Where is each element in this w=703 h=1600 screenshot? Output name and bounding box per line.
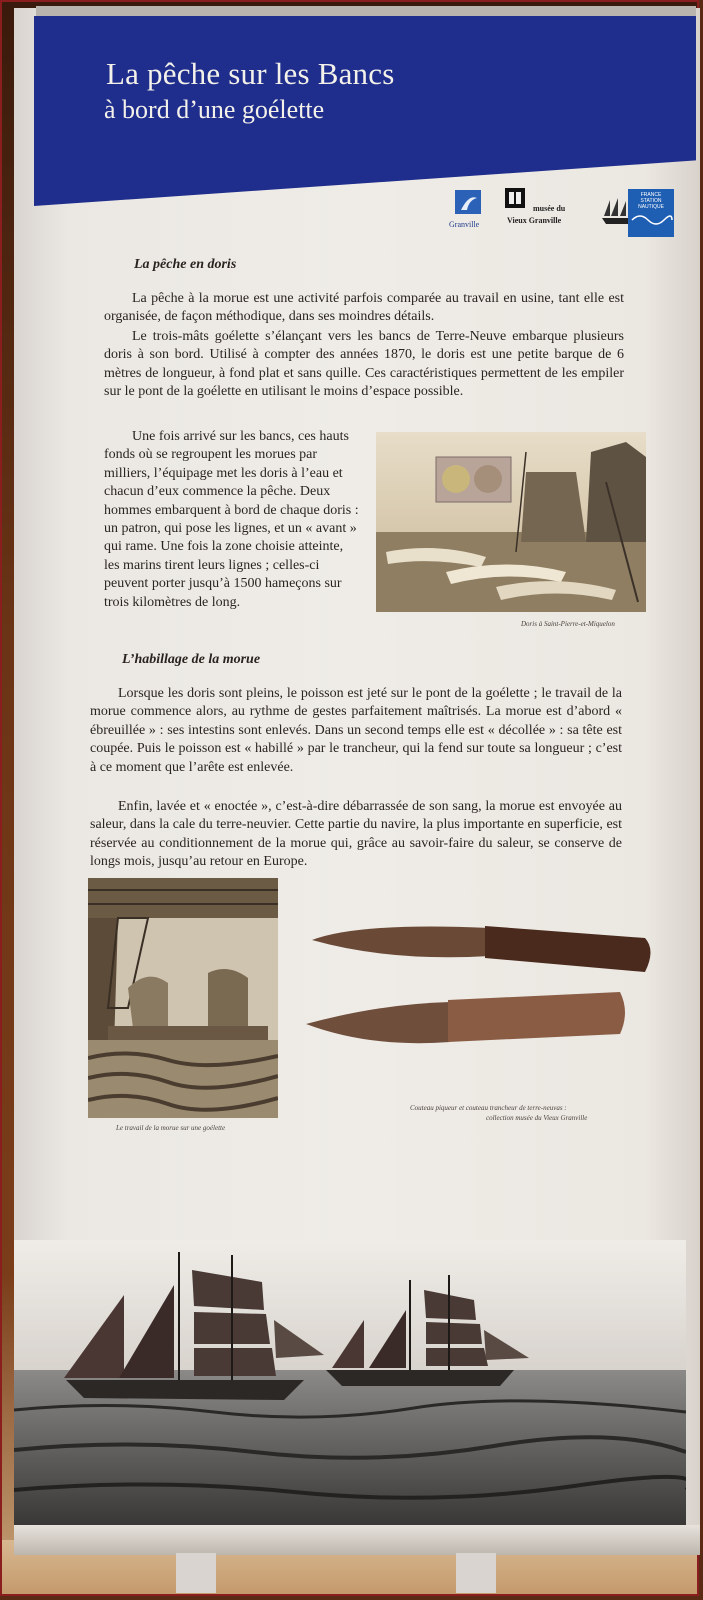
stand-foot-left	[176, 1553, 216, 1593]
banner-top-rail	[36, 6, 696, 16]
doris-photo	[376, 432, 646, 612]
partner-logos	[450, 190, 690, 250]
wave-icon	[628, 210, 674, 228]
paragraph-saleur: Enfin, lavée et « enoctée », c’est-à-dire débarrassée de son sang, la morue est envoyée au saleur, dans la cale du terre-neuvier. Cette partie du navire, la plus importante en superficie, est réservée au conditionnement de la morue qui, grâce au savoir-faire du saleur, se conserve de longs mois, jusqu’au retour en Europe.	[90, 799, 622, 870]
paragraph-intro: La pêche à la morue est une activité parfois comparée au travail en usine, tant elle est organisée, de façon méthodique, dans ses moindres détails.	[104, 291, 624, 325]
banner-title-line2: à bord d’une goélette	[104, 95, 325, 124]
paragraph-banks: Une fois arrivé sur les bancs, ces hauts fonds où se regroupent les morues par milliers, l’équipage met les doris à l’eau et chacun d’eux commence la pêche. Deux hommes embarquent à bord de chaque doris : un patron, qui pose les lignes, et un « avant » qui rame. Une fois la zone choisie atteinte, les marins tirent leurs lignes ; celles-ci peuvent porter jusqu’à 1500 hameçons sur trois kilomètres de long.	[104, 429, 359, 610]
knives-caption-line2: collection musée du Vieux Granville	[486, 1114, 588, 1122]
engraving-illustration	[88, 878, 278, 1118]
section-heading-habillage: L’habillage de la morue	[122, 652, 261, 667]
granville-label: Granville	[449, 220, 480, 229]
paragraph-habillage: Lorsque les doris sont pleins, le poisson est jeté sur le pont de la goélette ; le travail de la morue commence alors, au rythme de gestes parfaitement maîtrisés. La morue est d’abord « ébreuillée » : ses intestins sont enlevés. Dans un second temps elle est « décollée » : sa tête est coupée. Puis le poisson est « habillé » par le trancheur, qui la fend sur toute sa longueur ; c’est à ce moment que l’arête est enlevée.	[90, 686, 622, 775]
station-line1: FRANCE	[640, 192, 662, 198]
museum-label-line1: musée du	[533, 204, 566, 213]
stand-foot-right	[456, 1553, 496, 1593]
station-nautique-logo	[628, 189, 674, 237]
museum-label-line2: Vieux Granville	[507, 216, 562, 225]
schooners-photo	[14, 1240, 686, 1525]
banner-title-line1: La pêche sur les Bancs	[106, 56, 395, 91]
museum-emblem-icon	[505, 188, 527, 210]
station-line3: NAUTIQUE	[638, 204, 664, 210]
section-heading-doris: La pêche en doris	[134, 257, 237, 272]
paragraph-schooner: Le trois-mâts goélette s’élançant vers les bancs de Terre-Neuve embarque plusieurs doris à son bord. Utilisé à compter des années 1870, le doris est une petite barque de 6 mètres de longueur, à fond plat et sans quille. Ces caractéristiques permettent de les empiler sur le pont de la goélette en utilisant le moins d’espace possible.	[104, 329, 624, 400]
knives-photo	[300, 912, 655, 1062]
station-line2: STATION	[640, 198, 662, 204]
engraving-caption: Le travail de la morue sur une goélette	[116, 1124, 226, 1132]
knives-caption-line1: Couteau piqueur et couteau trancheur de terre-neuvas :	[410, 1104, 567, 1112]
granville-logo	[449, 190, 485, 229]
granville-wave-icon	[455, 190, 485, 216]
banner-bottom-base	[14, 1525, 700, 1555]
doris-photo-caption: Doris à Saint-Pierre-et-Miquelon	[521, 620, 615, 628]
